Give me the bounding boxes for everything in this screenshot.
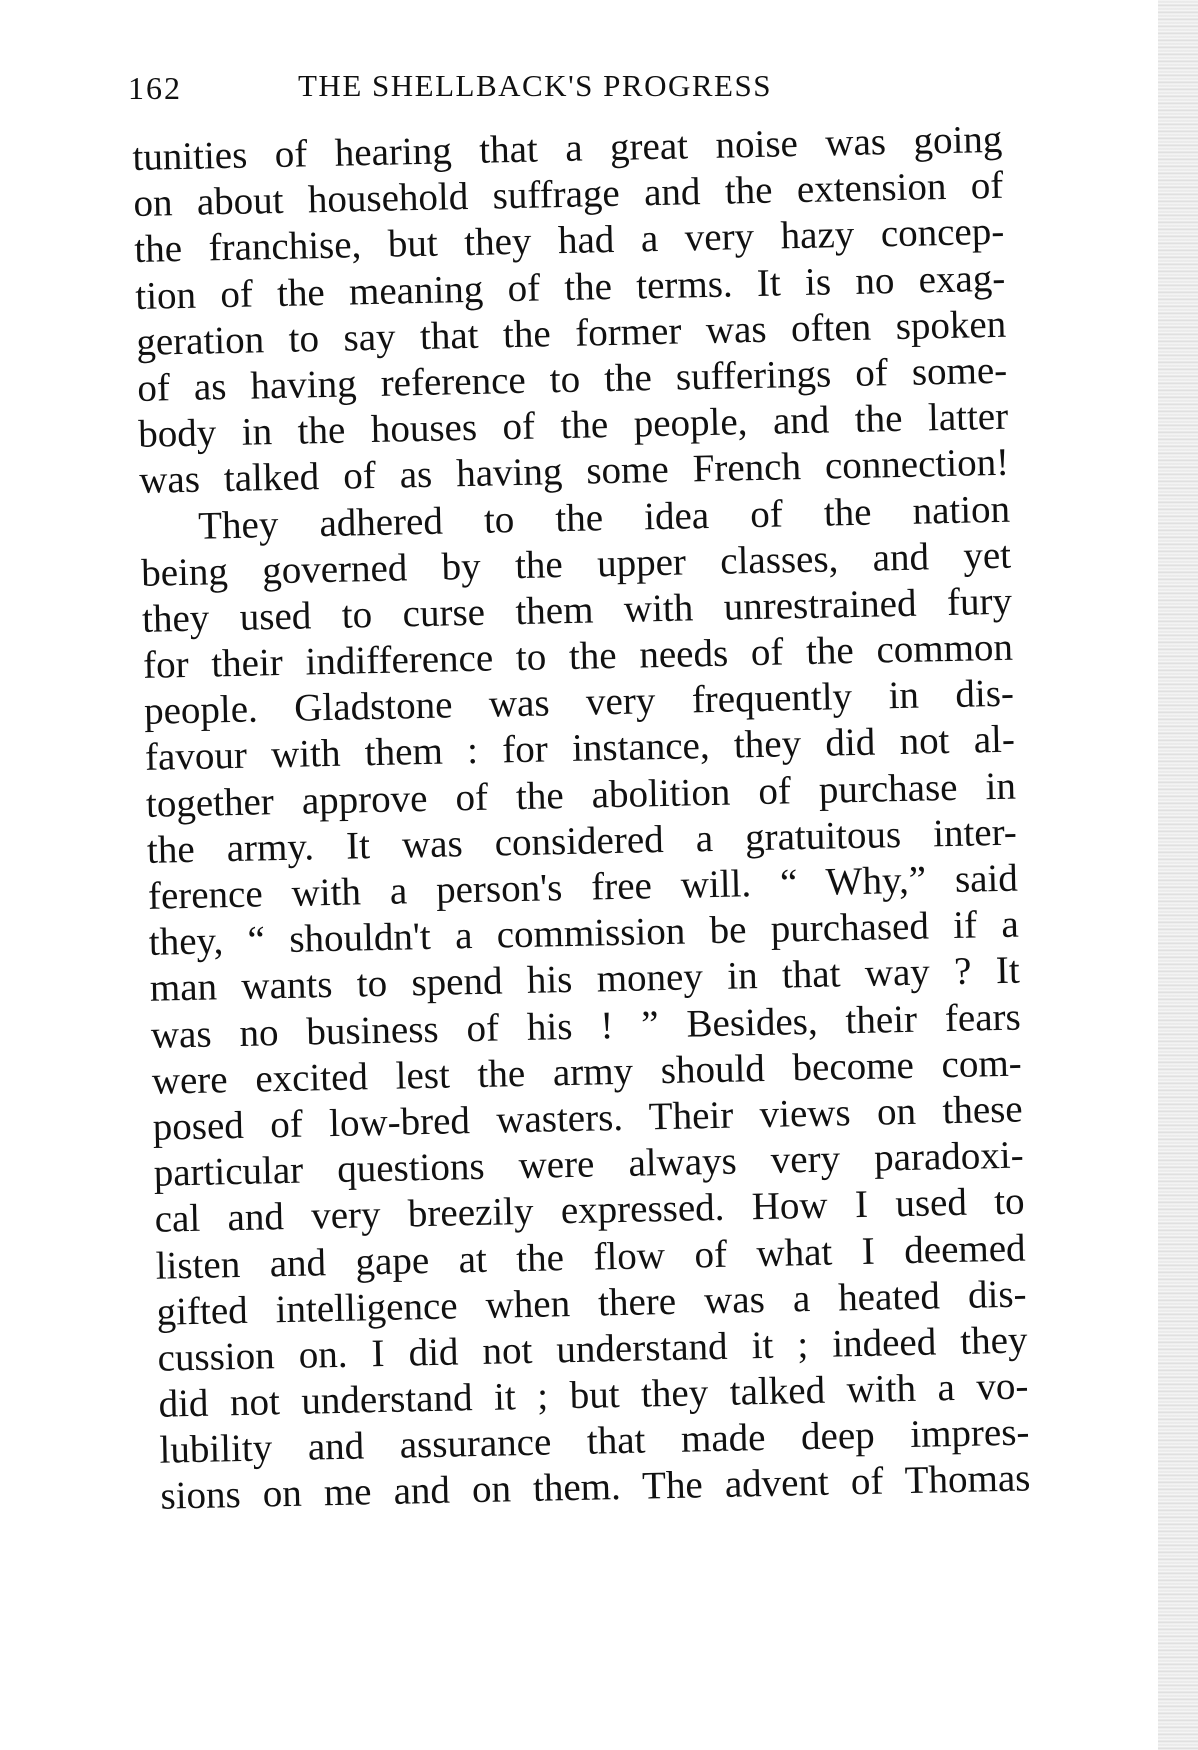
text-line: was talked of as having some French connection! <box>138 441 1010 503</box>
page-header <box>128 62 928 112</box>
text-line: the franchise, but they had a very hazy concep- <box>133 210 1005 272</box>
page-edge-shadow <box>1158 0 1198 1750</box>
text-line: man wants to spend his money in that way ? It <box>149 948 1021 1011</box>
text-line: was no business of his ! ” Besides, their fears <box>150 995 1022 1057</box>
text-line: cussion on. I did not understand it ; indeed they <box>157 1318 1028 1380</box>
text-line: of as having reference to the sufferings of some- <box>136 348 1008 410</box>
text-line: lubility and assurance that made deep impres- <box>159 1410 1030 1472</box>
text-line: people. Gladstone was very frequently in dis- <box>143 671 1015 734</box>
text-line: sions on me and on them. The advent of Thomas <box>160 1456 1031 1519</box>
text-line: tion of the meaning of the terms. It is no exag- <box>134 256 1006 318</box>
paragraph-2 <box>140 486 1031 1520</box>
text-line: together approve of the abolition of purchase in <box>145 764 1017 826</box>
text-line: ference with a person's free will. “ Why,” said <box>147 856 1019 918</box>
text-line: being governed by the upper classes, and yet <box>140 533 1012 595</box>
text-line: particular questions were always very paradoxi- <box>153 1133 1025 1195</box>
paragraph-1 <box>132 117 1010 505</box>
text-line: gifted intelligence when there was a heated dis- <box>156 1272 1027 1334</box>
text-line: favour with them : for instance, they did not al- <box>144 718 1016 780</box>
running-title: THE SHELLBACK'S PROGRESS <box>298 68 772 103</box>
text-line: posed of low-bred wasters. Their views on these <box>152 1087 1024 1149</box>
text-line: they, “ shouldn't a commission be purchased if a <box>148 902 1020 965</box>
text-line: listen and gape at the flow of what I deemed <box>155 1226 1026 1288</box>
body-text <box>132 117 1031 1521</box>
text-line: were excited lest the army should become com- <box>151 1041 1023 1103</box>
page-number: 162 <box>128 70 182 106</box>
text-line: tunities of hearing that a great noise was going <box>132 117 1003 179</box>
text-line: did not understand it ; but they talked with a vo- <box>158 1364 1029 1426</box>
text-line: body in the houses of the people, and the latter <box>137 394 1009 457</box>
text-line: geration to say that the former was often spoken <box>135 302 1007 364</box>
text-line: They adhered to the idea of the nation <box>197 487 1011 548</box>
text-line: the army. It was considered a gratuitous inter- <box>146 810 1018 872</box>
text-line: for their indifference to the needs of the common <box>142 625 1014 687</box>
text-line: they used to curse them with unrestrained fury <box>141 579 1013 641</box>
text-line: cal and very breezily expressed. How I used to <box>154 1179 1025 1242</box>
text-line: on about household suffrage and the extension of <box>132 163 1004 226</box>
